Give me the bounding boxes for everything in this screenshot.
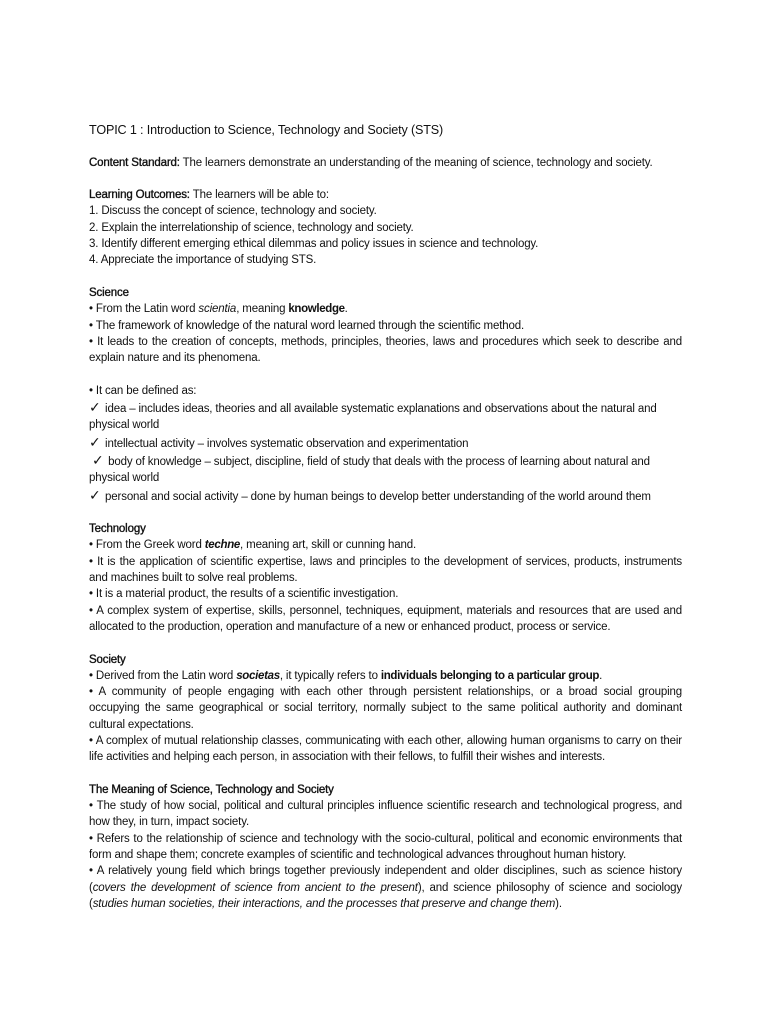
technology-bullet-2: • It is the application of scientific expertise, laws and principles to the development of services, products, instruments and machines built to solve real problems. xyxy=(89,555,682,585)
section-heading-society: Society xyxy=(89,653,126,666)
meaning-bullet-1: • The study of how social, political and cultural principles influence scientific research and technological progress, and how they, in turn, impact society. xyxy=(89,800,682,829)
science-defined-as: • It can be defined as: xyxy=(89,384,197,397)
latin-term: societas xyxy=(236,669,280,682)
technology-bullet-4: • A complex system of expertise, skills, personnel, techniques, equipment, materials and resources that are used and allocated to the production, operation and manufacture of a new or enhanced product, process or service. xyxy=(89,604,682,633)
technology-bullet-3: • It is a material product, the results of a scientific investigation. xyxy=(89,588,399,601)
key-term: knowledge xyxy=(288,303,345,316)
text: , meaning art, skill or cunning hand. xyxy=(240,539,417,552)
text: • A relatively young field which brings together previously independent and older disciplines, such as science history ( xyxy=(89,865,682,894)
section-heading-meaning: The Meaning of Science, Technology and Society xyxy=(89,783,334,796)
science-bullet-3: • It leads to the creation of concepts, methods, principles, theories, laws and procedures which seek to describe and explain nature and its phenomena. xyxy=(89,335,682,365)
text: , it typically refers to xyxy=(279,669,381,682)
text: ), and science philosophy of science and sociology ( xyxy=(89,881,682,910)
text: personal and social activity – done by human beings to develop better understanding of the world around them xyxy=(102,490,651,503)
science-bullet-1 xyxy=(89,301,682,317)
checkmark-icon: ✓ xyxy=(89,399,101,416)
italic-note: covers the development of science from ancient to the present xyxy=(92,881,418,894)
learning-outcomes xyxy=(89,187,682,203)
learning-outcomes-intro: The learners will be able to: xyxy=(189,189,329,202)
text: • Derived from the Latin word xyxy=(89,669,237,682)
text: intellectual activity – involves systematic observation and experimentation xyxy=(102,437,469,450)
science-check-3 xyxy=(89,452,682,487)
checkmark-icon: ✓ xyxy=(89,486,101,503)
text: . xyxy=(344,303,348,316)
meaning-bullet-2: • Refers to the relationship of science and technology with the socio-cultural, political and economic environments that form and shape them; concrete examples of scientific and technological advances throughout human history. xyxy=(89,832,682,862)
content-standard-label: Content Standard: xyxy=(89,156,180,169)
checkmark-icon: ✓ xyxy=(89,433,101,450)
content-standard xyxy=(89,155,682,171)
text: idea – includes ideas, theories and all available systematic explanations and observations about the natural and physical world xyxy=(89,403,657,432)
page-title: TOPIC 1 : Introduction to Science, Technology and Society (STS) xyxy=(89,123,444,137)
text: . xyxy=(599,669,603,682)
learning-outcomes-label: Learning Outcomes: xyxy=(89,189,190,202)
outcome-item: 4. Appreciate the importance of studying STS. xyxy=(89,254,317,267)
italic-note: studies human societies, their interactions, and the processes that preserve and change them xyxy=(92,897,556,910)
meaning-bullet-3 xyxy=(89,863,682,912)
section-heading-science: Science xyxy=(89,286,129,299)
science-check-2 xyxy=(89,434,682,452)
text: • From the Greek word xyxy=(89,539,205,552)
science-bullet-2: • The framework of knowledge of the natural word learned through the scientific method. xyxy=(89,319,525,332)
outcome-item: 3. Identify different emerging ethical dilemmas and policy issues in science and technology. xyxy=(89,238,539,251)
section-heading-technology: Technology xyxy=(89,523,146,536)
text: • From the Latin word xyxy=(89,303,199,316)
text: , meaning xyxy=(236,303,289,316)
science-check-4 xyxy=(89,487,682,505)
text: ). xyxy=(555,897,562,910)
checkmark-icon: ✓ xyxy=(92,451,104,468)
society-bullet-1 xyxy=(89,668,682,684)
greek-term: techne xyxy=(204,539,241,552)
science-check-1 xyxy=(89,399,682,434)
outcome-item: 1. Discuss the concept of science, technology and society. xyxy=(89,205,377,218)
society-bullet-3: • A complex of mutual relationship classes, communicating with each other, allowing human organisms to carry on their life activities and helping each person, in association with their fellows, to fulfill their wishes and interests. xyxy=(89,734,682,764)
outcome-item: 2. Explain the interrelationship of science, technology and society. xyxy=(89,221,414,234)
content-standard-text: The learners demonstrate an understanding of the meaning of science, technology and society. xyxy=(179,156,653,169)
key-term: individuals belonging to a particular group xyxy=(380,669,600,682)
society-bullet-2: • A community of people engaging with each other through persistent relationships, or a broad social grouping occupying the same geographical or social territory, normally subject to the same political authority and dominant cultural expectations. xyxy=(89,686,682,731)
technology-bullet-1 xyxy=(89,537,682,553)
latin-term: scientia xyxy=(198,303,237,316)
text: body of knowledge – subject, discipline, field of study that deals with the process of learning about natural and physical world xyxy=(89,455,650,485)
